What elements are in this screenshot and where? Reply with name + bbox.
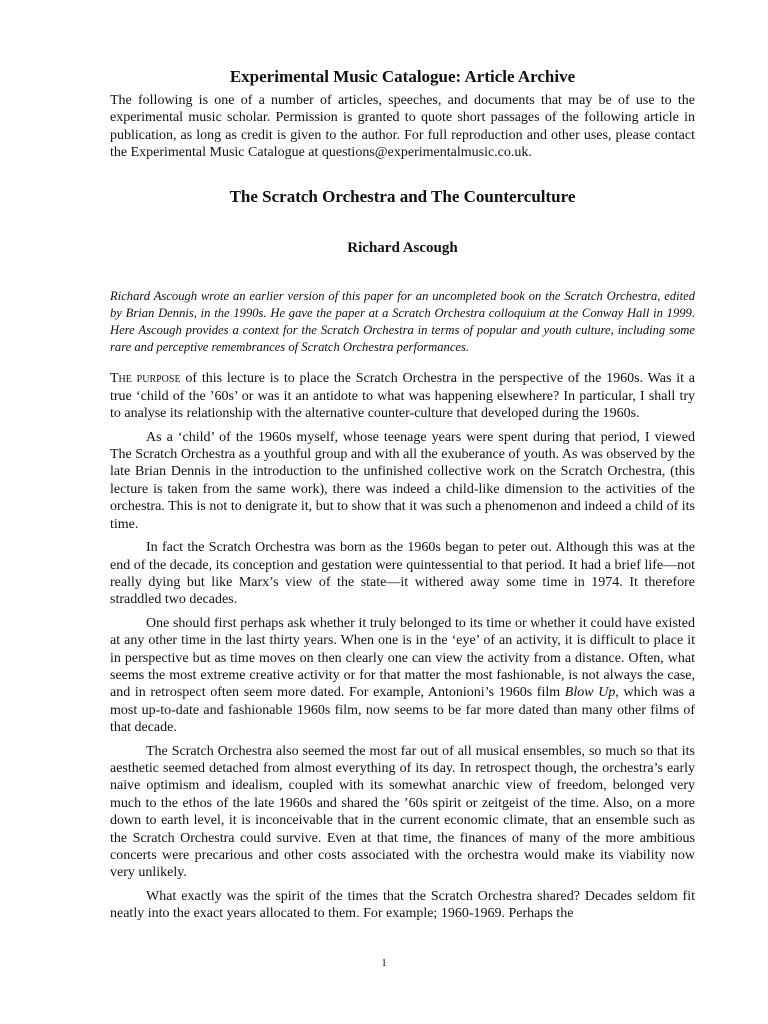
page-content — [110, 66, 695, 923]
body-paragraph-6: What exactly was the spirit of the times that the Scratch Orchestra shared? Decades seldom fit neatly into the exact years allocated to them. For example; 1960-1969. Perhaps the — [110, 888, 695, 922]
body-paragraph-2: As a ‘child’ of the 1960s myself, whose teenage years were spent during that period, I viewed The Scratch Orchestra as a youthful group and with all the exuberance of youth. As was observed by the late Brian Dennis in the introduction to the unfinished collective work on the Scratch Orchestra, (this lecture is taken from the same work), there was indeed a child-like dimension to the activities of the orchestra. This is not to denigrate it, but to show that it was such a phenomenon and indeed a child of its time. — [110, 429, 695, 532]
archive-title: Experimental Music Catalogue: Article Archive — [229, 67, 576, 86]
film-title: Blow Up — [564, 685, 616, 701]
body-paragraph-1 — [110, 370, 695, 422]
body-paragraph-4-text-a: One should first perhaps ask whether it truly belonged to its time or whether it could have existed at any other time in the last thirty years. When one is in the ‘eye’ of an activity, it is difficult to place it in perspective but as time moves on then clearly one can view the activity from a distance. Often, what seems the most extreme creative activity or for that matter the most fashionable, is not always the case, and in retrospect often seem more dated. For example, Antonioni’s 1960s film — [110, 615, 695, 701]
archive-intro: The following is one of a number of articles, speeches, and documents that may be of use to the experimental music scholar. Permission is granted to quote short passages of the following article in publication, as long as credit is given to the author. For full reproduction and other uses, please contact the Experimental Music Catalogue at questions@experimentalmusic.co.uk. — [110, 93, 695, 161]
body-paragraph-3: In fact the Scratch Orchestra was born as the 1960s began to peter out. Although this was at the end of the decade, its conception and gestation were quintessential to that period. It had a brief life—not really dying but like Marx’s view of the state—it withered away some time in 1974. It therefore straddled two decades. — [110, 540, 695, 608]
article-abstract: Richard Ascough wrote an earlier version of this paper for an uncompleted book on the Scratch Orchestra, edited by Brian Dennis, in the 1990s. He gave the paper at a Scratch Orchestra colloquium at the Conway Hall in 1999. Here Ascough provides a context for the Scratch Orchestra in terms of popular and youth culture, including some rare and perceptive remembrances of Scratch Orchestra performances. — [110, 288, 695, 355]
article-author: Richard Ascough — [347, 239, 458, 256]
body-paragraph-1-text: of this lecture is to place the Scratch Orchestra in the perspective of the 1960s. Was it a true ‘child of the ’60s’ or was it an antidote to what was happening elsewhere? In particular, I shall try to analyse its relationship with the alternative counter-culture that developed during the 1960s. — [110, 371, 695, 422]
opening-small-caps: The purpose — [110, 371, 181, 387]
body-paragraph-5: The Scratch Orchestra also seemed the most far out of all musical ensembles, so much so that its aesthetic seemed detached from almost everything of its day. In retrospect though, the orchestra’s early naive optimism and idealism, coupled with its somewhat anarchic view of freedom, belonged very much to the ethos of the late 1960s and shared the ’60s spirit or zeitgeist of the time. Also, on a more down to earth level, it is inconceivable that in the current economic climate, that an ensemble such as the Scratch Orchestra could survive. Even at that time, the finances of many of the more ambitious concerts were precarious and other costs associated with the orchestra would make its viability now very unlikely. — [110, 743, 695, 881]
body-paragraph-4 — [110, 615, 695, 737]
page-number: 1 — [381, 957, 387, 969]
article-title: The Scratch Orchestra and The Counterculture — [229, 186, 576, 206]
body-paragraph-4-text-b: , which was a most up-to-date and fashionable 1960s film, now seems to be far more dated than many other films of that decade. — [110, 685, 695, 736]
